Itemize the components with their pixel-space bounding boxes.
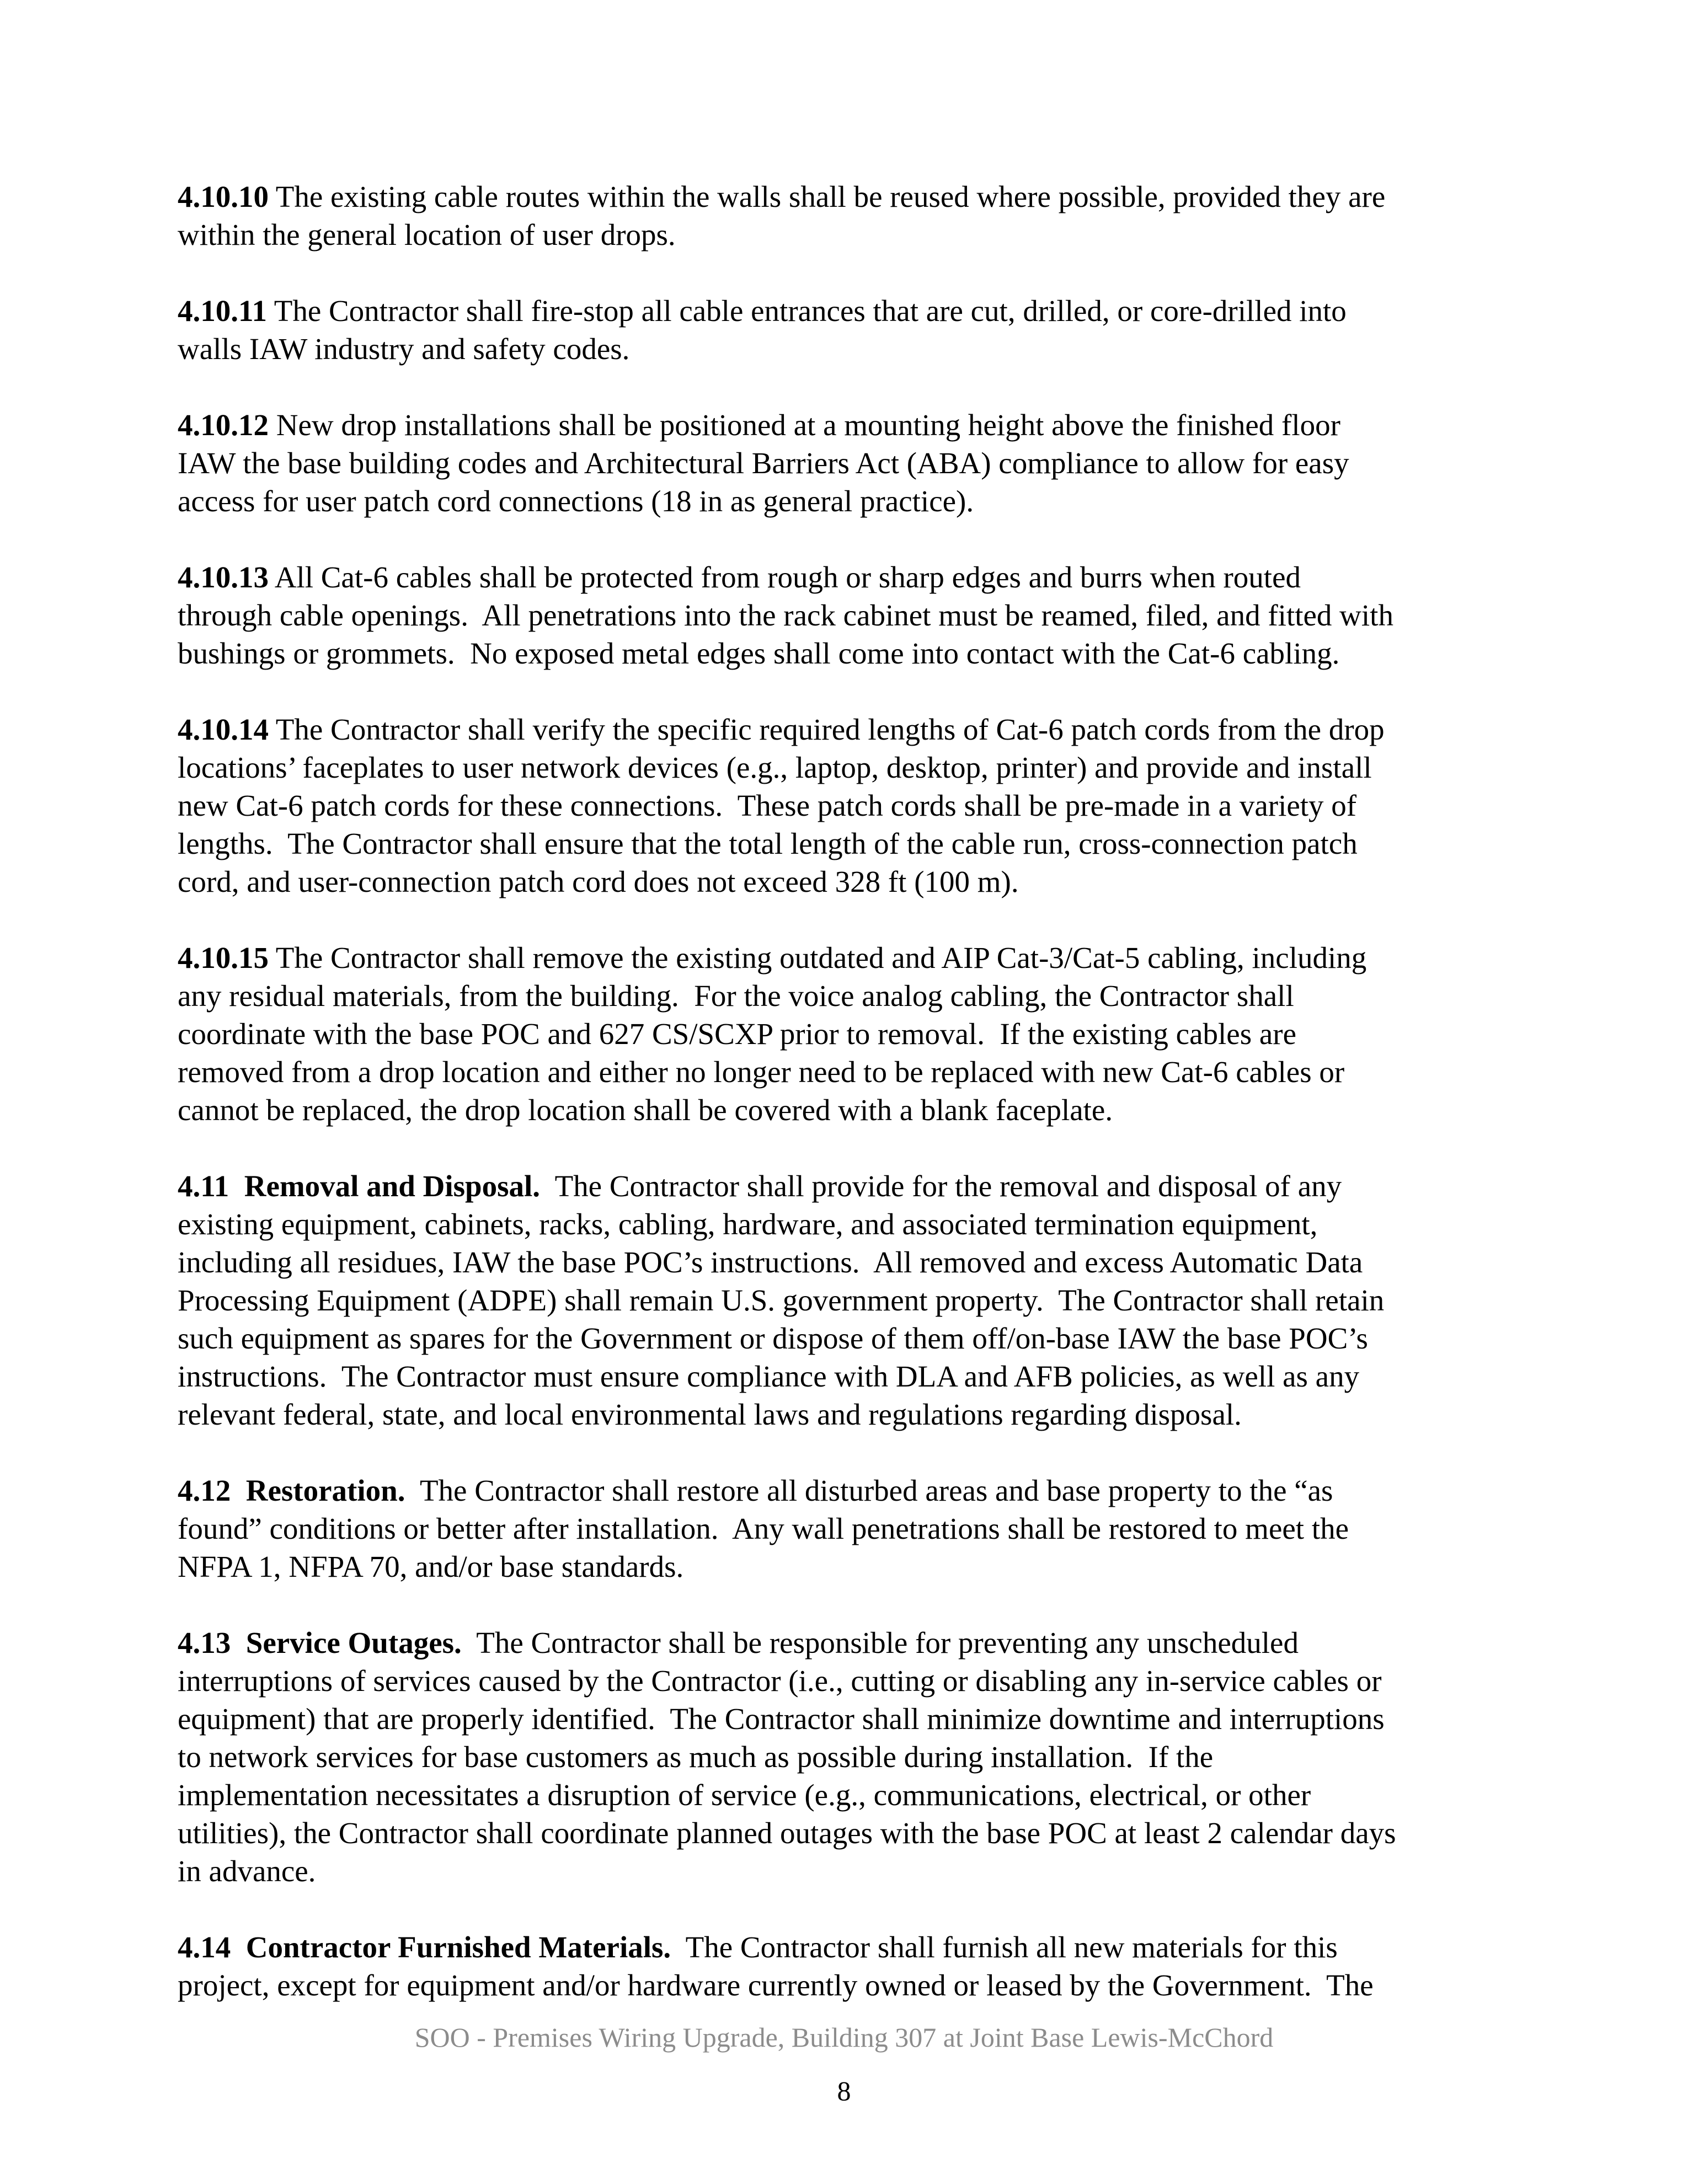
- line-text: in advance.: [178, 1854, 316, 1888]
- section-paragraph: [178, 939, 1513, 1129]
- section-number: 4.10.15: [178, 941, 269, 975]
- paragraph-line: [178, 1053, 1513, 1091]
- line-text: New drop installations shall be positioned at a mounting height above the finished floor: [269, 408, 1340, 442]
- section-paragraph: [178, 178, 1513, 254]
- line-text: The Contractor shall restore all disturbed areas and base property to the “as: [405, 1474, 1333, 1507]
- paragraph-line: [178, 1243, 1513, 1281]
- section-number: 4.10.13: [178, 560, 269, 594]
- paragraph-line: [178, 1852, 1513, 1890]
- line-text: through cable openings. All penetrations into the rack cabinet must be reamed, filed, and fitted with: [178, 598, 1393, 632]
- line-text: The Contractor shall be responsible for preventing any unscheduled: [461, 1626, 1299, 1660]
- line-text: The existing cable routes within the walls shall be reused where possible, provided they are: [269, 180, 1386, 213]
- section-heading: Restoration.: [245, 1474, 405, 1507]
- section-paragraph: [178, 710, 1513, 901]
- line-text: including all residues, IAW the base POC’s instructions. All removed and excess Automatic Data: [178, 1245, 1363, 1279]
- section-number: 4.11: [178, 1169, 229, 1203]
- paragraph-line: [178, 977, 1513, 1015]
- line-text: The Contractor shall remove the existing outdated and AIP Cat-3/Cat-5 cabling, including: [269, 941, 1367, 975]
- paragraph-line: [178, 634, 1513, 672]
- paragraph-line: [178, 1471, 1513, 1509]
- paragraph-line: [178, 1966, 1513, 2004]
- paragraph-line: [178, 482, 1513, 520]
- line-text: cannot be replaced, the drop location shall be covered with a blank faceplate.: [178, 1093, 1113, 1127]
- line-text: The Contractor shall verify the specific required lengths of Cat-6 patch cords from the drop: [269, 713, 1385, 746]
- line-text: such equipment as spares for the Government or dispose of them off/on-base IAW the base POC’s: [178, 1321, 1368, 1355]
- section-heading: Removal and Disposal.: [244, 1169, 541, 1203]
- line-text: new Cat-6 patch cords for these connections. These patch cords shall be pre-made in a variety of: [178, 789, 1357, 822]
- footer-title: SOO - Premises Wiring Upgrade, Building 307 at Joint Base Lewis-McChord: [414, 2022, 1274, 2053]
- line-text: existing equipment, cabinets, racks, cabling, hardware, and associated termination equipment,: [178, 1207, 1318, 1241]
- paragraph-line: [178, 1662, 1513, 1700]
- paragraph-line: [178, 1357, 1513, 1395]
- line-text: relevant federal, state, and local environmental laws and regulations regarding disposal.: [178, 1398, 1242, 1431]
- line-text: project, except for equipment and/or hardware currently owned or leased by the Government. The: [178, 1968, 1374, 2002]
- section-heading: Contractor Furnished Materials.: [245, 1930, 671, 1964]
- line-text: utilities), the Contractor shall coordinate planned outages with the base POC at least 2 calendar days: [178, 1816, 1396, 1850]
- line-text: lengths. The Contractor shall ensure that the total length of the cable run, cross-connection patch: [178, 827, 1358, 860]
- line-text: All Cat-6 cables shall be protected from rough or sharp edges and burrs when routed: [269, 560, 1301, 594]
- line-text: The Contractor shall provide for the removal and disposal of any: [540, 1169, 1342, 1203]
- paragraph-line: [178, 710, 1513, 748]
- paragraph-line: [178, 444, 1513, 482]
- line-text: The Contractor shall fire-stop all cable entrances that are cut, drilled, or core-drilled into: [266, 294, 1347, 328]
- line-text: NFPA 1, NFPA 70, and/or base standards.: [178, 1550, 684, 1583]
- section-number: 4.12: [178, 1474, 231, 1507]
- paragraph-line: [178, 748, 1513, 786]
- line-text: IAW the base building codes and Architectural Barriers Act (ABA) compliance to allow for easy: [178, 446, 1349, 480]
- section-paragraph: [178, 1928, 1513, 2004]
- paragraph-line: [178, 1738, 1513, 1776]
- line-text: removed from a drop location and either no longer need to be replaced with new Cat-6 cables or: [178, 1055, 1345, 1089]
- section-heading: Service Outages.: [245, 1626, 462, 1660]
- section-number: 4.10.14: [178, 713, 269, 746]
- paragraph-line: [178, 1624, 1513, 1662]
- line-text: any residual materials, from the building. For the voice analog cabling, the Contractor shall: [178, 979, 1294, 1013]
- section-paragraph: [178, 1624, 1513, 1890]
- section-paragraph: [178, 292, 1513, 368]
- page-number: 8: [837, 2075, 851, 2106]
- paragraph-line: [178, 939, 1513, 977]
- paragraph-line: [178, 406, 1513, 444]
- line-text: walls IAW industry and safety codes.: [178, 332, 630, 366]
- line-text: locations’ faceplates to user network devices (e.g., laptop, desktop, printer) and provide and install: [178, 751, 1372, 784]
- line-text: instructions. The Contractor must ensure compliance with DLA and AFB policies, as well as any: [178, 1359, 1360, 1393]
- paragraph-line: [178, 1015, 1513, 1053]
- line-text: equipment) that are properly identified. The Contractor shall minimize downtime and interruptions: [178, 1702, 1385, 1736]
- line-text: The Contractor shall furnish all new materials for this: [671, 1930, 1338, 1964]
- paragraph-line: [178, 1700, 1513, 1738]
- section-number: 4.14: [178, 1930, 231, 1964]
- paragraph-line: [178, 1814, 1513, 1852]
- paragraph-line: [178, 1928, 1513, 1966]
- paragraph-line: [178, 1319, 1513, 1357]
- line-text: coordinate with the base POC and 627 CS/SCXP prior to removal. If the existing cables are: [178, 1017, 1296, 1051]
- paragraph-line: [178, 558, 1513, 596]
- paragraph-line: [178, 1167, 1513, 1205]
- section-number: 4.10.10: [178, 180, 269, 213]
- line-text: found” conditions or better after installation. Any wall penetrations shall be restored to meet the: [178, 1512, 1349, 1545]
- line-text: bushings or grommets. No exposed metal edges shall come into contact with the Cat-6 cabling.: [178, 636, 1340, 670]
- paragraph-line: [178, 1091, 1513, 1129]
- paragraph-line: [178, 863, 1513, 901]
- paragraph-line: [178, 292, 1513, 330]
- document-body: [178, 178, 1513, 2042]
- paragraph-line: [178, 216, 1513, 254]
- paragraph-line: [178, 1548, 1513, 1586]
- section-paragraph: [178, 1167, 1513, 1433]
- paragraph-line: [178, 330, 1513, 368]
- section-paragraph: [178, 406, 1513, 520]
- line-text: to network services for base customers as much as possible during installation. If the: [178, 1740, 1214, 1774]
- section-number: 4.13: [178, 1626, 231, 1660]
- line-text: access for user patch cord connections (18 in as general practice).: [178, 484, 974, 518]
- section-number: 4.10.11: [178, 294, 267, 328]
- section-paragraph: [178, 558, 1513, 672]
- paragraph-line: [178, 1776, 1513, 1814]
- paragraph-line: [178, 178, 1513, 216]
- section-number: 4.10.12: [178, 408, 269, 442]
- paragraph-line: [178, 786, 1513, 825]
- line-text: cord, and user-connection patch cord does not exceed 328 ft (100 m).: [178, 865, 1019, 898]
- paragraph-line: [178, 1395, 1513, 1433]
- line-text: interruptions of services caused by the Contractor (i.e., cutting or disabling any in-service cables or: [178, 1664, 1382, 1698]
- line-text: implementation necessitates a disruption of service (e.g., communications, electrical, or other: [178, 1778, 1311, 1812]
- paragraph-line: [178, 1205, 1513, 1243]
- paragraph-line: [178, 825, 1513, 863]
- line-text: within the general location of user drops.: [178, 218, 676, 251]
- line-text: Processing Equipment (ADPE) shall remain U.S. government property. The Contractor shall retain: [178, 1283, 1385, 1317]
- paragraph-line: [178, 1509, 1513, 1548]
- paragraph-line: [178, 596, 1513, 634]
- section-paragraph: [178, 1471, 1513, 1586]
- paragraph-line: [178, 1281, 1513, 1319]
